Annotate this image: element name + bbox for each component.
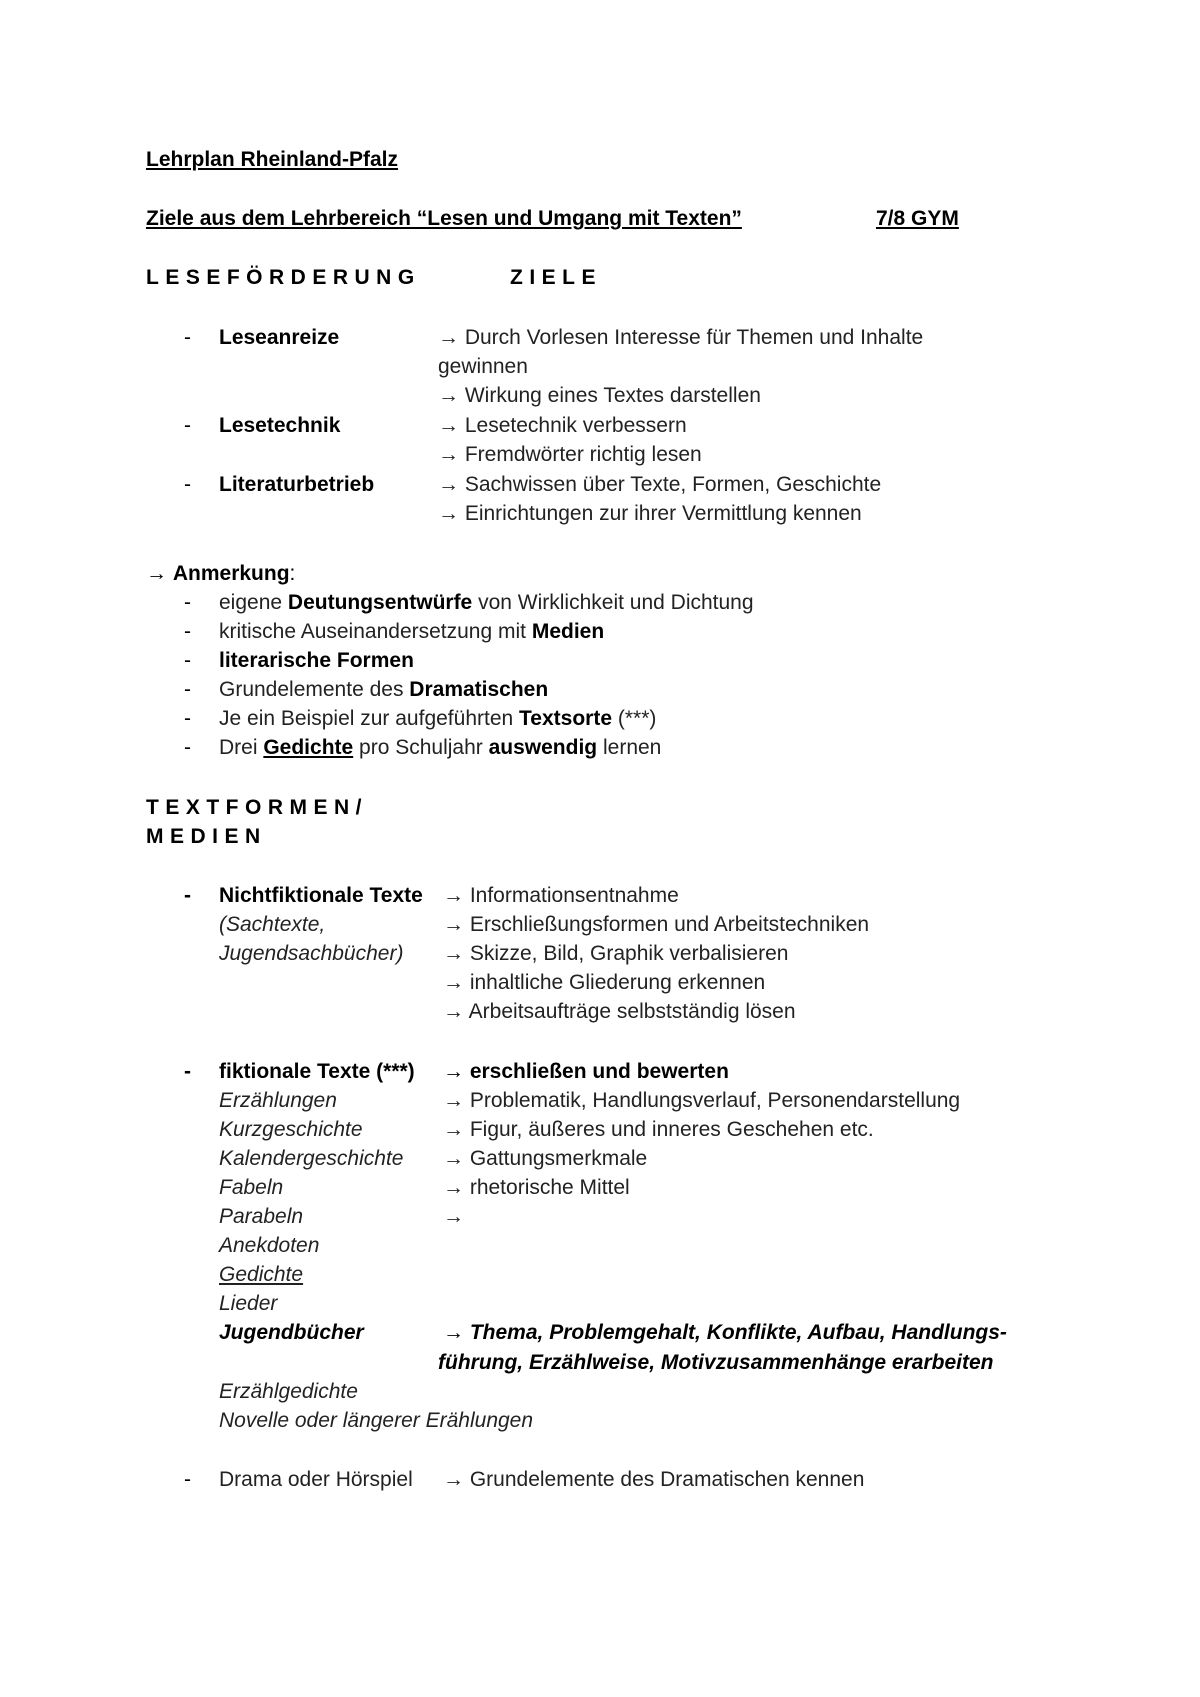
goal-main: → erschließen und bewerten (443, 1060, 729, 1083)
list-dash: - (184, 736, 191, 759)
goal-line: → Grundelemente des Dramatischen kennen (443, 1468, 865, 1491)
goal-line: → Fremdwörter richtig lesen (438, 443, 702, 466)
text-form: Fabeln (219, 1176, 284, 1199)
note-item: Drei Gedichte pro Schuljahr auswendig lernen (219, 736, 662, 759)
goal-line: → inhaltliche Gliederung erkennen (443, 971, 766, 994)
text-form: Parabeln (219, 1205, 304, 1228)
term-drama: Drama oder Hörspiel (219, 1468, 413, 1491)
goal-line: → Gattungsmerkmale (443, 1147, 648, 1170)
note-item: eigene Deutungsentwürfe von Wirklichkeit und Dichtung (219, 591, 754, 614)
term-fiktionale-texte: fiktionale Texte (***) (219, 1060, 415, 1083)
text-form: Erzählgedichte (219, 1380, 358, 1403)
text-form: Kalendergeschichte (219, 1147, 404, 1170)
list-dash: - (184, 620, 191, 643)
term-leseanreize: Leseanreize (219, 326, 340, 349)
list-dash: - (184, 649, 191, 672)
text-form: Novelle oder längerer Erählungen (219, 1409, 534, 1432)
goal-line: → (443, 1205, 464, 1228)
grade-label: 7/8 GYM (876, 207, 959, 230)
document-subtitle: Ziele aus dem Lehrbereich “Lesen und Umgang mit Texten” (146, 207, 742, 230)
text-form: Erzählungen (219, 1089, 337, 1112)
nonfiction-sub: (Sachtexte, (219, 913, 326, 936)
text-form: Lieder (219, 1292, 278, 1315)
list-dash: - (184, 326, 191, 349)
goal-line: → Durch Vorlesen Interesse für Themen und Inhalte (438, 326, 924, 349)
section-heading-medien: MEDIEN (146, 825, 267, 848)
section-heading-ziele: ZIELE (510, 266, 603, 289)
list-dash: - (184, 414, 191, 437)
text-form: Anekdoten (219, 1234, 320, 1257)
note-item: literarische Formen (219, 649, 414, 672)
list-dash: - (184, 1468, 191, 1491)
goal-line: gewinnen (438, 355, 528, 378)
goal-line-youth: → Thema, Problemgehalt, Konflikte, Aufbau, Handlungs- (443, 1321, 1007, 1344)
text-form: Kurzgeschichte (219, 1118, 363, 1141)
text-form: Gedichte (219, 1263, 304, 1286)
term-nichtfiktionale-texte: Nichtfiktionale Texte (219, 884, 423, 907)
goal-line: → Sachwissen über Texte, Formen, Geschichte (438, 473, 882, 496)
term-literaturbetrieb: Literaturbetrieb (219, 473, 375, 496)
note-heading (146, 563, 295, 584)
section-heading-lesefoerderung: LESEFÖRDERUNG (146, 266, 421, 289)
list-dash: - (184, 1060, 191, 1083)
goal-line-youth: führung, Erzählweise, Motivzusammenhänge erarbeiten (438, 1351, 994, 1374)
goal-line: → Einrichtungen zur ihrer Vermittlung kennen (438, 502, 862, 525)
goal-line: → Figur, äußeres und inneres Geschehen etc. (443, 1118, 874, 1141)
document-title: Lehrplan Rheinland-Pfalz (146, 148, 399, 171)
goal-line: → rhetorische Mittel (443, 1176, 630, 1199)
note-item: Grundelemente des Dramatischen (219, 678, 549, 701)
list-dash: - (184, 591, 191, 614)
goal-line: → Erschließungsformen und Arbeitstechniken (443, 913, 870, 936)
goal-line: → Problematik, Handlungsverlauf, Personendarstellung (443, 1089, 961, 1112)
term-jugendbuecher: Jugendbücher (219, 1321, 364, 1344)
note-colon: : (289, 562, 296, 585)
goal-line: → Skizze, Bild, Graphik verbalisieren (443, 942, 789, 965)
note-item: Je ein Beispiel zur aufgeführten Textsorte (***) (219, 707, 657, 730)
section-heading-textformen: TEXTFORMEN/ (146, 796, 368, 819)
goal-line: → Informationsentnahme (443, 884, 679, 907)
goal-line: → Arbeitsaufträge selbstständig lösen (443, 1000, 796, 1023)
list-dash: - (184, 884, 191, 907)
note-arrow: → (146, 562, 167, 585)
list-dash: - (184, 707, 191, 730)
term-lesetechnik: Lesetechnik (219, 414, 341, 437)
list-dash: - (184, 473, 191, 496)
goal-line: → Wirkung eines Textes darstellen (438, 384, 761, 407)
list-dash: - (184, 678, 191, 701)
note-item: kritische Auseinandersetzung mit Medien (219, 620, 605, 643)
nonfiction-sub: Jugendsachbücher) (219, 942, 404, 965)
note-label: Anmerkung (172, 562, 290, 585)
goal-line: → Lesetechnik verbessern (438, 414, 687, 437)
